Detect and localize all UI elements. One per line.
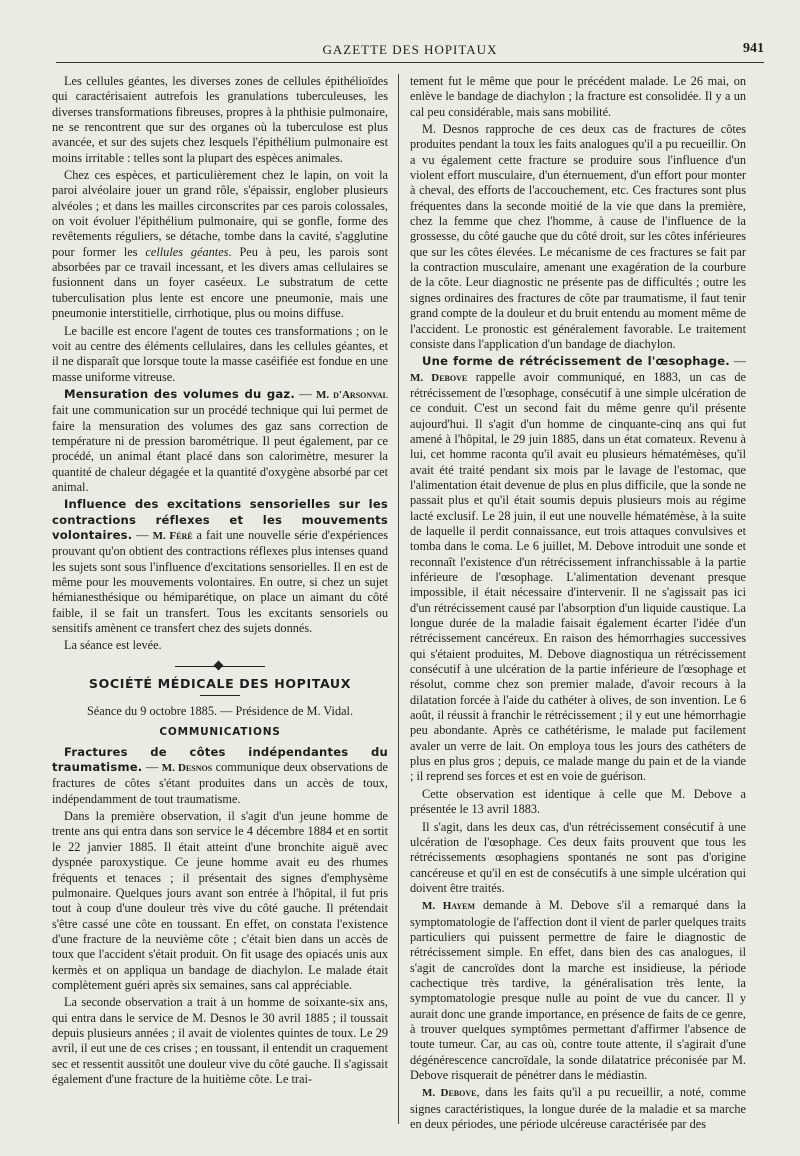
- author-name: M. Debove: [410, 371, 468, 384]
- short-rule: [200, 695, 240, 696]
- communications-heading: COMMUNICATIONS: [159, 726, 281, 739]
- ornament-divider: [175, 662, 265, 670]
- author-name: M. Féré: [152, 529, 193, 542]
- page-number: 941: [743, 41, 764, 56]
- author-name: M. Debove: [422, 1087, 477, 1100]
- session-line: Séance du 9 octobre 1885. — Présidence de M. Vidal.: [86, 704, 354, 719]
- author-name: M. Hayem: [422, 900, 476, 913]
- section-title: Influence des excitations sensorielles sur les contractions réflexes et les mouvements volontaires.: [52, 497, 388, 542]
- paragraph: Chez ces espèces, et particulièrement chez le lapin, on voit la paroi alvéolaire jouer un grand rôle, s'épaissir, englober plusieurs alvéoles ; et dans les mailles circonscrites par ces parois colossales, on voit évoluer l'épithélium pulmonaire, qui se gonfle, forme des revêtements réguliers, se détache, tombe dans la cavité, s'agglutine pour former les cellules géantes. Peu à peu, les parois sont absorbées par ce travail incessant, et les divers amas cellulaires se fusionnent dans un foyer caséeux. Le substratum de cette tuberculisation plus lente est encore une pneumonie, mais une pneumonie interstitielle, cirrhotique, plus ou moins diffuse.: [52, 168, 388, 321]
- section-paragraph: Influence des excitations sensorielles sur les contractions réflexes et les mouvements volontaires. — M. Féré a fait une nouvelle série d'expériences prouvant qu'on obtient des contractions réflexes plus intenses quand les sujets sont sous l'influence d'excitations sensorielles. Il en est de même pour les mouvements volontaires. En outre, si chez un sujet hémianesthésique ou hémiparétique, on place un aimant du côté faible, il se fait un transfert. Tous les excitants sensoriels ou sensitifs amènent ce transfert chez des sujets donnés.: [52, 497, 389, 636]
- running-head: GAZETTE DES HOPITAUX: [322, 42, 498, 57]
- paragraph: Les cellules géantes, les diverses zones de cellules épithélioïdes qui caractérisaient autrefois les granulations tuberculeuses, les diverses transformations fibreuses, propres à la phthisie pulmonaire, ne se rencontrent que sur des organes où la tuberculose est plus avancée, et sur des sujets chez lesquels l'épithélium pulmonaire est moins irritable : telles sont la plupart des espèces animales.: [52, 74, 388, 165]
- italic-term: cellules géantes: [145, 244, 229, 259]
- column-divider: [398, 74, 399, 1124]
- paragraph: Le bacille est encore l'agent de toutes ces transformations ; on le voit au centre des éléments cellulaires, dans les cellules géantes, et il ne disparaît que lorsque toute la masse caséifiée est fondue en une masse uniforme vitreuse.: [52, 323, 388, 384]
- section-title: Mensuration des volumes du gaz.: [64, 386, 295, 401]
- section-paragraph: Fractures de côtes indépendantes du traumatisme. — M. Desnos communique deux observations de fractures de côtes s'étant produites dans un accès de toux, indépendamment de tout traumatisme.: [52, 744, 389, 806]
- section-title: Fractures de côtes indépendantes du traumatisme.: [52, 744, 388, 775]
- paragraph: Cette observation est identique à celle que M. Debove a présentée le 13 avril 1883.: [410, 786, 746, 817]
- paragraph: M. Hayem demande à M. Debove s'il a remarqué dans la symptomatologie de l'affection dont il vient de parler quelques traits particuliers qui puissent permettre de faire le diagnostic de rétrécissement simple. En effet, dans bien des cas analogues, il s'agit de cancroïdes dont la marche est insidieuse, la période cachectique très tardive, la généralisation très lente, la symptomatologie presque nulle au point de vue du cancer. Il y aurait donc une grande importance, en présence de faits de ce genre, à trouver quelques symptômes permettant d'affirmer l'absence de toute tumeur. Car, au cas où, contre toute attente, il s'agirait d'une dégénérescence cancroïdale, la sonde dilatatrice préconisée par M. Debove risquerait de pénétrer dans le médiastin.: [410, 898, 746, 1082]
- paragraph: M. Debove, dans les faits qu'il a pu recueillir, a noté, comme signes caractéristiques, la longue durée de la maladie et sa marche en deux périodes, une période ulcéreuse caractérisée par des: [410, 1085, 746, 1132]
- section-paragraph: Mensuration des volumes du gaz. — M. d'Arsonval fait une communication sur un procédé technique qui lui permet de faire la mensuration des volumes des gaz sans correction de température ni de pression barométrique. Il peut également, par ce procédé, un animal étant placé dans son calorimètre, mesurer la quantité de chaleur dégagée et la quantité d'oxygène absorbé par cet animal.: [52, 386, 388, 494]
- paragraph: La seconde observation a trait à un homme de soixante-six ans, qui entra dans le service de M. Desnos le 30 avril 1885 ; il toussait depuis plusieurs années ; il avait de violentes quintes de toux. Le 29 avril, il eut une de ces crises ; en toussant, il entendit un craquement sec et ressentit aussitôt une douleur vive du côté gauche. Il s'agissait également d'une fracture de la huitième côte. Le trai-: [52, 995, 388, 1086]
- left-column: [52, 74, 388, 1089]
- right-column: [410, 74, 746, 1134]
- paragraph: tement fut le même que pour le précédent malade. Le 26 mai, on enlève le bandage de diachylon ; la fracture est consolidée. Il y a un cal peu considérable, mais sans mobilité.: [410, 74, 746, 119]
- paragraph: La séance est levée.: [64, 638, 162, 653]
- page-header: [56, 40, 764, 63]
- author-name: M. d'Arsonval: [315, 388, 388, 401]
- paragraph: Dans la première observation, il s'agit d'un jeune homme de trente ans qui entra dans son service le 4 décembre 1884 et en sortit le 22 janvier 1885. Il était atteint d'une bronchite aiguë avec dyspnée paroxystique. Ce jeune homme avait eu des rhumes fréquents et tenaces ; il présentait des signes d'emphysème pulmonaire. Quelques jours avant son entrée à l'hôpital, il fut pris tout à coup d'une douleur très vive du côté gauche. Il prétendait s'être cassé une côte en toussant. En effet, on constata l'existence d'une fracture de la neuvième côte ; c'était bien dans un accès de toux que l'accident s'était produit. On fit usage des opiacés unis aux kermès et on appliqua un bandage de diachylon. Le malade était complètement guéri après six semaines, sans cal appréciable.: [52, 809, 388, 992]
- author-name: M. Desnos: [161, 762, 213, 775]
- society-title: SOCIÉTÉ MÉDICALE DES HOPITAUX: [88, 675, 352, 691]
- section-title: Une forme de rétrécissement de l'œsophage.: [422, 354, 730, 369]
- paragraph: M. Desnos rapproche de ces deux cas de fractures de côtes produites pendant la toux les faits analogues qu'il a pu recueillir. On a vu également cette fracture se produire sous l'influence d'un violent effort musculaire, d'un éternuement, d'un effort pour monter à cheval, des efforts de l'accouchement, etc. Ces fractures sont plus fréquentes dans la seconde moitié de la vie que dans la première, chez la femme que chez l'homme, à cause de l'influence de la grossesse, du côté gauche que du côté droit, sur les côtes inférieures que sur les côtes élevées. Le mécanisme de ces fractures se fait par la contraction musculaire, amenant une exagération de la courbure de la côte. Leur diagnostic ne présente pas de difficultés ; outre les signes ordinaires des fractures de côte par traumatisme, il faut tenir grand compte de la douleur et du bruit entendu au moment même de l'accident. Le pronostic est généralement favorable. Le traitement consiste dans l'application d'un bandage de diachylon.: [410, 122, 747, 351]
- diamond-ornament: [214, 660, 224, 670]
- section-paragraph: Une forme de rétrécissement de l'œsophage. — M. Debove rappelle avoir communiqué, en 1883, un cas de rétrécissement de l'œsophage, consécutif à une simple ulcération de ce conduit. C'est un second fait du même genre qu'il présente aujourd'hui. Il s'agit d'un homme de cinquante-cinq ans qui fut amené à l'hôpital, le 29 juin 1885, dans un état comateux. Revenu à lui, cet homme raconta qu'il avait eu plusieurs hématémèses, qu'il avait été traité pendant six mois par le lavage de l'estomac, que l'alimentation était devenue de plus en plus difficile, que la sonde ne passait plus et qu'il était soumis depuis plusieurs mois au régime lacté exclusif. Le 28 juin, il eut une nouvelle hématémèse, à la suite de laquelle il perdit connaissance, eut trois attaques convulsives et tomba dans le coma. Le 6 juillet, M. Debove introduit une sonde et reconnaît l'existence d'un rétrécissement infranchissable à la partie inférieure de l'œsophage. L'alimentation devenant presque impossible, il était nécessaire d'intervenir. Il ne s'agissait pas ici d'un rétrécissement causé par l'absorption d'un liquide caustique. La longue durée de la maladie faisait également écarter l'idée d'un rétrécissement cancéreux. En raison des hémorrhagies successives qui s'étaient produites, M. Debove diagnostiqua un rétrécissement consécutif à une ulcération de la partie inférieure de l'œsophage et résolut, comme chez son premier malade, d'avoir recours à la dilatation forcée à l'aide du cathéter à olives, de son invention. Le 6 août, il réussit à franchir le rétrécissement ; il y eut une hémorrhagie peu abondante. Après ce cathétérisme, le malade put facilement avaler un verre de lait. On employa tous les jours des cathéters de plus en plus gros ; depuis, ce malade mange du pain et de la viande ; il reprend ses forces et est en voie de guérison.: [410, 354, 746, 784]
- paragraph: Il s'agit, dans les deux cas, d'un rétrécissement consécutif à une ulcération de l'œsophage. Ces deux faits prouvent que tous les rétrécissements œsophagiens spontanés ne sont pas d'origine cancéreuse et qu'il en est de consécutifs à une simple ulcération qui doivent être traités.: [410, 819, 746, 895]
